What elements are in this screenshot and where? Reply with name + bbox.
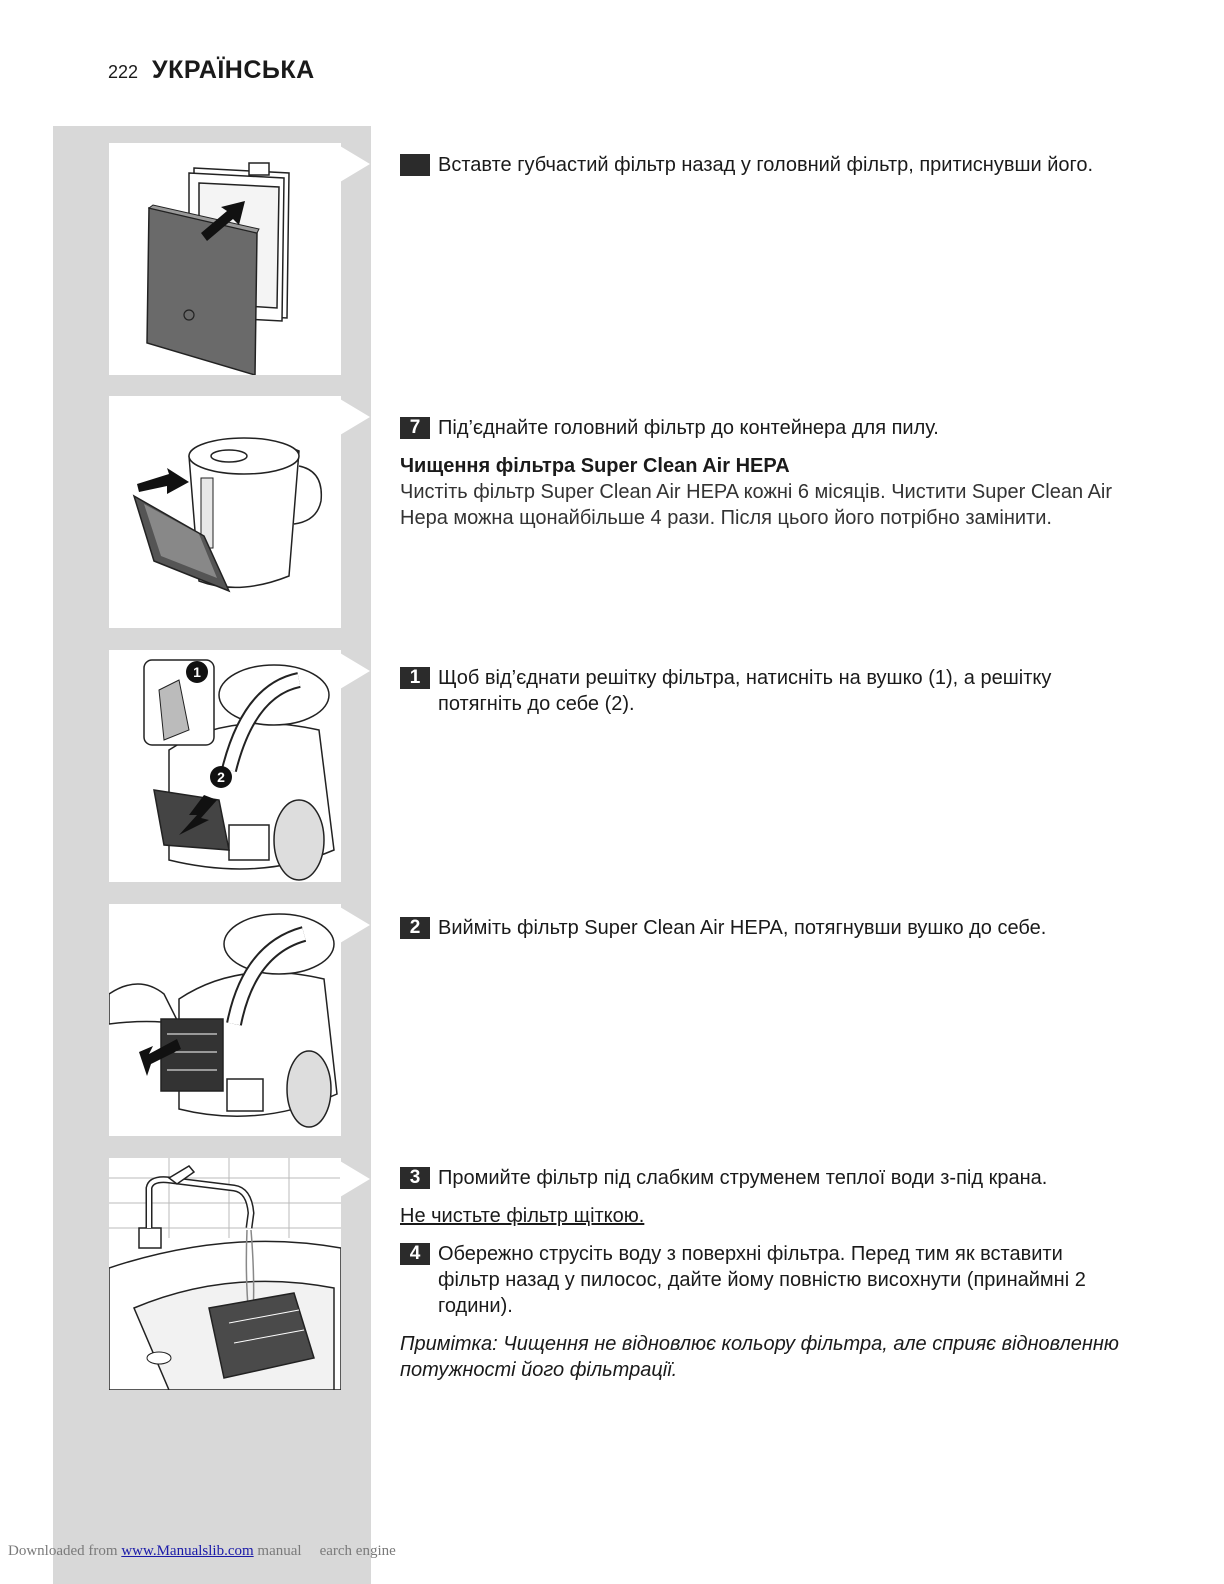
footer-link[interactable]: www.Manualslib.com [121, 1543, 254, 1559]
step-text: Щоб від’єднати решітку фільтра, натисніть на вушко (1), а решітку потягніть до себе (2). [438, 667, 1052, 715]
section-title-hepa: Чищення фільтра Super Clean Air HEPA [400, 455, 790, 477]
step-badge: 2 [400, 917, 430, 939]
figure-pointer [340, 907, 370, 943]
figure-remove-hepa [109, 904, 341, 1136]
footer-prefix: Downloaded from [8, 1543, 118, 1559]
text-block-detach [400, 665, 1120, 729]
section-body-hepa: Чистіть фільтр Super Clean Air HEPA кожні 6 місяців. Чистити Super Clean Air Hepa можна щонайбільше 4 рази. Після цього його потрібно замінити. [400, 481, 1113, 529]
step-text: Вставте губчастий фільтр назад у головний фільтр, притиснувши його. [438, 154, 1094, 176]
text-block-rinse [400, 1165, 1120, 1383]
step-text: Вийміть фільтр Super Clean Air HEPA, потягнувши вушко до себе. [438, 917, 1047, 939]
detach-grille-illustration [109, 650, 341, 882]
step-text: Обережно струсіть воду з поверхні фільтра. Перед тим як вставити фільтр назад у пилосос, дайте йому повністю висохнути (принаймні 2 години). [438, 1243, 1086, 1317]
step-badge: 3 [400, 1167, 430, 1189]
figure-pointer [340, 1161, 370, 1197]
step-6 [400, 152, 1120, 178]
page-number: 222 [108, 62, 139, 82]
figure-pointer [340, 146, 370, 182]
step-7 [400, 415, 1120, 441]
warning-text: Не чистьте фільтр щіткою. [400, 1205, 645, 1227]
figure-dust-container [109, 396, 341, 628]
page-header [108, 56, 315, 85]
rinse-filter-illustration [109, 1158, 341, 1390]
figure-detach-grille [109, 650, 341, 882]
text-block-sponge [400, 152, 1120, 190]
step-text: Під’єднайте головний фільтр до контейнера для пилу. [438, 417, 939, 439]
step-3 [400, 1165, 1120, 1191]
step-1 [400, 665, 1120, 717]
text-block-container [400, 415, 1120, 531]
step-4 [400, 1241, 1120, 1319]
step-text: Промийте фільтр під слабким струменем теплої води з-під крана. [438, 1167, 1048, 1189]
step-badge: 4 [400, 1243, 430, 1265]
dust-container-illustration [109, 396, 341, 628]
callout-1: 1 [193, 664, 201, 680]
footer-word-manual: manual [257, 1543, 302, 1559]
note-text: Примітка: Чищення не відновлює кольору фільтра, але сприяє відновленню потужності його фільтрації. [400, 1333, 1119, 1381]
figure-rinse-filter [109, 1158, 341, 1390]
step-badge: 7 [400, 417, 430, 439]
page-language-title: УКРАЇНСЬКА [152, 56, 315, 84]
footer-word-engine: earch engine [319, 1543, 396, 1559]
text-block-remove [400, 915, 1120, 953]
step-2 [400, 915, 1120, 941]
download-footer [8, 1543, 396, 1560]
callout-2: 2 [217, 769, 225, 785]
figure-sponge-filter [109, 143, 341, 375]
figure-pointer [340, 653, 370, 689]
remove-hepa-illustration [109, 904, 341, 1136]
sponge-filter-illustration [109, 143, 341, 375]
figure-pointer [340, 399, 370, 435]
step-badge [400, 154, 430, 176]
step-badge: 1 [400, 667, 430, 689]
